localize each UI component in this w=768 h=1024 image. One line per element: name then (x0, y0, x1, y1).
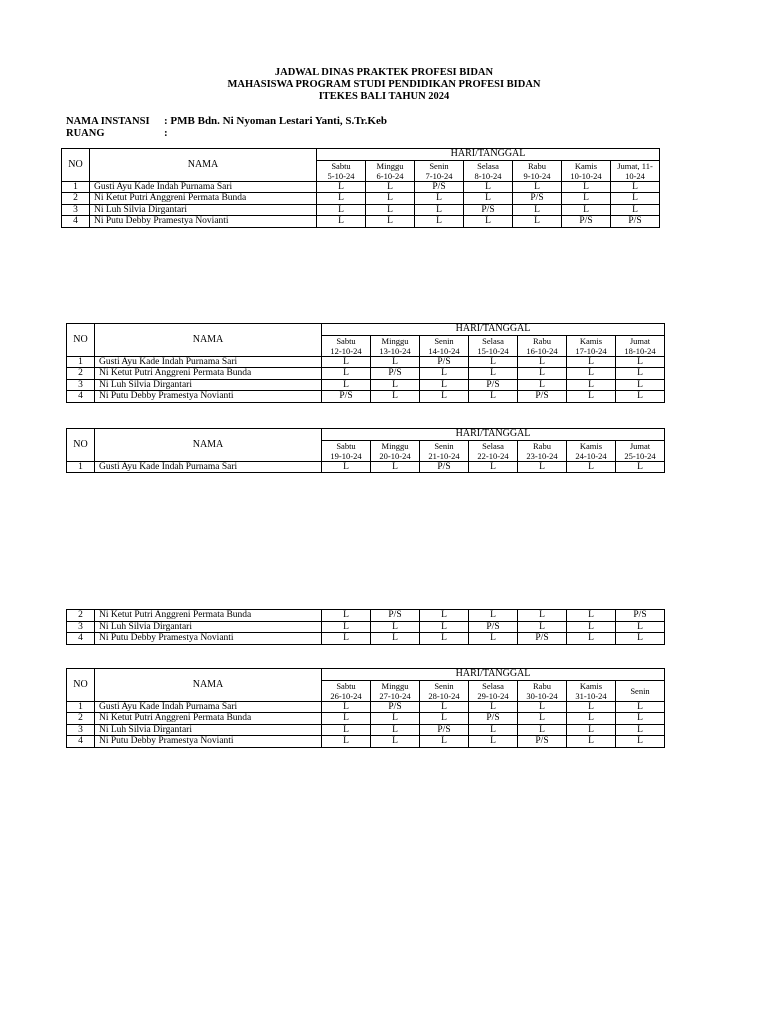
shift-cell: P/S (420, 356, 469, 368)
table-row (67, 736, 665, 748)
shift-cell: L (616, 633, 665, 645)
day-header (420, 335, 469, 356)
shift-cell: L (616, 701, 665, 713)
day-name: Minggu (381, 680, 409, 691)
schedule-table (61, 148, 660, 228)
shift-cell: P/S (611, 216, 660, 228)
schedule-table (66, 428, 665, 473)
day-header (464, 160, 513, 181)
shift-cell: L (611, 204, 660, 216)
row-name: Ni Ketut Putri Anggreni Permata Bunda (90, 193, 317, 205)
table-row (67, 713, 665, 725)
row-no: 1 (67, 356, 95, 368)
row-no: 4 (67, 633, 95, 645)
shift-cell: L (420, 633, 469, 645)
day-name: Senin (630, 685, 650, 696)
day-name: Jumat, 11- (617, 160, 653, 171)
shift-cell: L (611, 181, 660, 193)
shift-cell: L (469, 610, 518, 622)
shift-cell: L (371, 379, 420, 391)
col-header-no: NO (67, 429, 95, 462)
day-header (469, 680, 518, 701)
day-name: Sabtu (331, 160, 351, 171)
shift-cell: L (371, 461, 420, 473)
row-no: 3 (67, 379, 95, 391)
day-header (567, 680, 616, 701)
shift-cell: L (371, 713, 420, 725)
row-name: Ni Putu Debby Pramestya Novianti (95, 736, 322, 748)
shift-cell: L (518, 610, 567, 622)
row-name: Ni Luh Silvia Dirgantari (95, 379, 322, 391)
shift-cell: P/S (513, 193, 562, 205)
day-header (562, 160, 611, 181)
day-header (322, 680, 371, 701)
row-name: Ni Luh Silvia Dirgantari (95, 621, 322, 633)
table-row (67, 621, 665, 633)
day-date: 7-10-24 (425, 170, 453, 181)
ruang-label: RUANG (66, 128, 105, 139)
shift-cell: L (420, 391, 469, 403)
shift-cell: L (616, 621, 665, 633)
day-name: Senin (434, 440, 454, 451)
day-header (611, 160, 660, 181)
shift-cell: L (513, 216, 562, 228)
table-row (62, 204, 660, 216)
table-row (62, 216, 660, 228)
day-date: 28-10-24 (428, 690, 460, 701)
meta-instansi (66, 115, 387, 127)
day-header (322, 335, 371, 356)
day-name: Selasa (477, 160, 499, 171)
day-date: 24-10-24 (575, 450, 607, 461)
shift-cell: L (371, 633, 420, 645)
shift-cell: L (420, 736, 469, 748)
day-name: Senin (434, 680, 454, 691)
shift-cell: L (518, 621, 567, 633)
row-name: Ni Ketut Putri Anggreni Permata Bunda (95, 713, 322, 725)
shift-cell: P/S (518, 736, 567, 748)
table-row (67, 461, 665, 473)
shift-cell: L (616, 736, 665, 748)
header-row (67, 324, 665, 336)
day-header (371, 335, 420, 356)
row-no: 2 (67, 368, 95, 380)
day-name: Minggu (381, 335, 409, 346)
shift-cell: L (513, 204, 562, 216)
day-date: 16-10-24 (526, 345, 558, 356)
day-name: Sabtu (336, 680, 356, 691)
day-date: 25-10-24 (624, 450, 656, 461)
row-no: 3 (67, 724, 95, 736)
day-name: Jumat (629, 440, 651, 451)
shift-cell: P/S (518, 391, 567, 403)
row-no: 4 (62, 216, 90, 228)
day-name: Kamis (579, 335, 603, 346)
shift-cell: L (415, 216, 464, 228)
day-name: Selasa (482, 680, 504, 691)
row-no: 4 (67, 736, 95, 748)
day-header (518, 440, 567, 461)
day-header (366, 160, 415, 181)
shift-cell: L (616, 356, 665, 368)
shift-cell: L (322, 621, 371, 633)
shift-cell: L (371, 356, 420, 368)
shift-cell: L (518, 368, 567, 380)
shift-cell: L (420, 701, 469, 713)
schedule-table (66, 323, 665, 403)
shift-cell: L (464, 216, 513, 228)
day-date: 10-10-24 (570, 170, 602, 181)
day-header (567, 440, 616, 461)
day-date: 20-10-24 (379, 450, 411, 461)
shift-cell: P/S (420, 461, 469, 473)
day-name: Minggu (381, 440, 409, 451)
day-date: 30-10-24 (526, 690, 558, 701)
row-no: 1 (67, 461, 95, 473)
table-row (67, 610, 665, 622)
schedule-table (66, 609, 665, 645)
day-date: 23-10-24 (526, 450, 558, 461)
col-header-no: NO (67, 324, 95, 357)
shift-cell: L (567, 368, 616, 380)
col-header-nama: NAMA (95, 429, 322, 462)
shift-cell: L (562, 181, 611, 193)
shift-cell: L (469, 368, 518, 380)
row-no: 1 (67, 701, 95, 713)
shift-cell: L (415, 204, 464, 216)
header-row (62, 149, 660, 161)
day-date: 10-24 (625, 170, 645, 181)
shift-cell: L (567, 461, 616, 473)
shift-cell: L (616, 391, 665, 403)
shift-cell: P/S (616, 610, 665, 622)
row-name: Ni Ketut Putri Anggreni Permata Bunda (95, 610, 322, 622)
doc-title-line-2: MAHASISWA PROGRAM STUDI PENDIDIKAN PROFESI BIDAN (227, 79, 541, 90)
shift-cell: P/S (469, 379, 518, 391)
row-no: 2 (67, 713, 95, 725)
shift-cell: L (322, 701, 371, 713)
shift-cell: L (567, 724, 616, 736)
day-date: 26-10-24 (330, 690, 362, 701)
day-date: 9-10-24 (523, 170, 551, 181)
day-date: 15-10-24 (477, 345, 509, 356)
instansi-value: : PMB Bdn. Ni Nyoman Lestari Yanti, S.Tr.Keb (164, 115, 387, 127)
day-header (420, 440, 469, 461)
shift-cell: P/S (371, 610, 420, 622)
table-row (62, 181, 660, 193)
table-row (67, 391, 665, 403)
shift-cell: L (562, 204, 611, 216)
shift-cell: L (322, 356, 371, 368)
shift-cell: L (469, 633, 518, 645)
day-name: Selasa (482, 440, 504, 451)
doc-title-line-1: JADWAL DINAS PRAKTEK PROFESI BIDAN (274, 67, 494, 78)
day-date: 13-10-24 (379, 345, 411, 356)
row-name: Ni Putu Debby Pramestya Novianti (95, 633, 322, 645)
shift-cell: L (567, 610, 616, 622)
row-no: 1 (62, 181, 90, 193)
table-row (67, 633, 665, 645)
shift-cell: L (420, 610, 469, 622)
day-name: Senin (434, 335, 454, 346)
shift-cell: L (567, 356, 616, 368)
shift-cell: P/S (518, 633, 567, 645)
day-header (469, 335, 518, 356)
col-header-nama: NAMA (90, 149, 317, 182)
col-header-nama: NAMA (95, 669, 322, 702)
shift-cell: L (322, 713, 371, 725)
day-header (317, 160, 366, 181)
col-header-hari-tanggal: HARI/TANGGAL (322, 669, 665, 681)
day-header (616, 680, 665, 701)
row-name: Ni Putu Debby Pramestya Novianti (95, 391, 322, 403)
header-row (67, 429, 665, 441)
shift-cell: P/S (420, 724, 469, 736)
day-date: 12-10-24 (330, 345, 362, 356)
shift-cell: L (616, 713, 665, 725)
col-header-hari-tanggal: HARI/TANGGAL (322, 429, 665, 441)
row-no: 3 (62, 204, 90, 216)
day-header (371, 680, 420, 701)
shift-cell: L (469, 356, 518, 368)
shift-cell: L (567, 701, 616, 713)
instansi-label: NAMA INSTANSI (66, 116, 150, 127)
day-header (518, 335, 567, 356)
row-no: 2 (62, 193, 90, 205)
row-no: 3 (67, 621, 95, 633)
day-header (322, 440, 371, 461)
day-name: Kamis (579, 440, 603, 451)
shift-cell: P/S (469, 713, 518, 725)
table-row (67, 724, 665, 736)
shift-cell: L (322, 736, 371, 748)
shift-cell: L (567, 621, 616, 633)
shift-cell: L (469, 736, 518, 748)
shift-cell: L (322, 633, 371, 645)
day-name: Rabu (533, 335, 551, 346)
day-name: Senin (429, 160, 449, 171)
row-no: 4 (67, 391, 95, 403)
shift-cell: P/S (562, 216, 611, 228)
day-date: 31-10-24 (575, 690, 607, 701)
day-date: 8-10-24 (474, 170, 502, 181)
day-name: Kamis (574, 160, 598, 171)
row-name: Gusti Ayu Kade Indah Purnama Sari (95, 701, 322, 713)
day-header (616, 335, 665, 356)
shift-cell: L (518, 724, 567, 736)
row-name: Gusti Ayu Kade Indah Purnama Sari (95, 461, 322, 473)
table-row (62, 193, 660, 205)
shift-cell: L (371, 621, 420, 633)
shift-cell: P/S (464, 204, 513, 216)
shift-cell: L (317, 193, 366, 205)
shift-cell: L (420, 368, 469, 380)
day-date: 5-10-24 (327, 170, 355, 181)
shift-cell: L (371, 391, 420, 403)
shift-cell: L (567, 391, 616, 403)
shift-cell: L (317, 216, 366, 228)
day-header (415, 160, 464, 181)
shift-cell: L (415, 193, 464, 205)
shift-cell: L (616, 368, 665, 380)
shift-cell: L (518, 461, 567, 473)
table-row (67, 379, 665, 391)
shift-cell: L (420, 379, 469, 391)
shift-cell: L (464, 193, 513, 205)
shift-cell: L (469, 724, 518, 736)
day-date: 29-10-24 (477, 690, 509, 701)
shift-cell: L (420, 621, 469, 633)
shift-cell: L (469, 391, 518, 403)
day-header (371, 440, 420, 461)
shift-cell: L (317, 204, 366, 216)
day-date: 27-10-24 (379, 690, 411, 701)
row-name: Ni Putu Debby Pramestya Novianti (90, 216, 317, 228)
header-row (67, 669, 665, 681)
row-name: Ni Luh Silvia Dirgantari (90, 204, 317, 216)
shift-cell: L (322, 379, 371, 391)
day-name: Selasa (482, 335, 504, 346)
shift-cell: L (322, 610, 371, 622)
shift-cell: L (366, 181, 415, 193)
day-date: 17-10-24 (575, 345, 607, 356)
shift-cell: L (371, 736, 420, 748)
shift-cell: L (518, 701, 567, 713)
table-row (67, 701, 665, 713)
meta-ruang (66, 127, 168, 139)
shift-cell: L (469, 461, 518, 473)
day-name: Minggu (376, 160, 404, 171)
row-no: 2 (67, 610, 95, 622)
shift-cell: L (420, 713, 469, 725)
day-date: 22-10-24 (477, 450, 509, 461)
col-header-nama: NAMA (95, 324, 322, 357)
shift-cell: L (616, 461, 665, 473)
shift-cell: P/S (322, 391, 371, 403)
col-header-no: NO (62, 149, 90, 182)
shift-cell: L (322, 461, 371, 473)
shift-cell: L (513, 181, 562, 193)
day-header (518, 680, 567, 701)
day-name: Rabu (533, 680, 551, 691)
day-header (616, 440, 665, 461)
ruang-value: : (164, 127, 168, 139)
shift-cell: L (567, 736, 616, 748)
shift-cell: P/S (371, 368, 420, 380)
shift-cell: P/S (415, 181, 464, 193)
shift-cell: L (371, 724, 420, 736)
day-date: 18-10-24 (624, 345, 656, 356)
shift-cell: L (567, 379, 616, 391)
table-row (67, 356, 665, 368)
shift-cell: L (616, 724, 665, 736)
shift-cell: L (616, 379, 665, 391)
shift-cell: L (567, 713, 616, 725)
day-name: Sabtu (336, 440, 356, 451)
day-date: 19-10-24 (330, 450, 362, 461)
shift-cell: L (322, 368, 371, 380)
day-date: 14-10-24 (428, 345, 460, 356)
col-header-no: NO (67, 669, 95, 702)
schedule-table (66, 668, 665, 748)
day-name: Jumat (629, 335, 651, 346)
shift-cell: L (322, 724, 371, 736)
day-header (469, 440, 518, 461)
shift-cell: L (366, 193, 415, 205)
shift-cell: L (366, 204, 415, 216)
shift-cell: L (518, 713, 567, 725)
day-header (420, 680, 469, 701)
shift-cell: L (562, 193, 611, 205)
day-date: 21-10-24 (428, 450, 460, 461)
shift-cell: L (469, 701, 518, 713)
day-date: 6-10-24 (376, 170, 404, 181)
shift-cell: P/S (469, 621, 518, 633)
row-name: Ni Ketut Putri Anggreni Permata Bunda (95, 368, 322, 380)
shift-cell: L (464, 181, 513, 193)
day-header (513, 160, 562, 181)
shift-cell: L (611, 193, 660, 205)
shift-cell: L (317, 181, 366, 193)
row-name: Ni Luh Silvia Dirgantari (95, 724, 322, 736)
shift-cell: L (567, 633, 616, 645)
col-header-hari-tanggal: HARI/TANGGAL (322, 324, 665, 336)
shift-cell: L (366, 216, 415, 228)
shift-cell: P/S (371, 701, 420, 713)
day-name: Kamis (579, 680, 603, 691)
doc-title-line-3: ITEKES BALI TAHUN 2024 (318, 91, 450, 102)
day-name: Sabtu (336, 335, 356, 346)
col-header-hari-tanggal: HARI/TANGGAL (317, 149, 660, 161)
shift-cell: L (518, 356, 567, 368)
day-name: Rabu (528, 160, 546, 171)
day-header (567, 335, 616, 356)
row-name: Gusti Ayu Kade Indah Purnama Sari (90, 181, 317, 193)
day-name: Rabu (533, 440, 551, 451)
table-row (67, 368, 665, 380)
shift-cell: L (518, 379, 567, 391)
row-name: Gusti Ayu Kade Indah Purnama Sari (95, 356, 322, 368)
